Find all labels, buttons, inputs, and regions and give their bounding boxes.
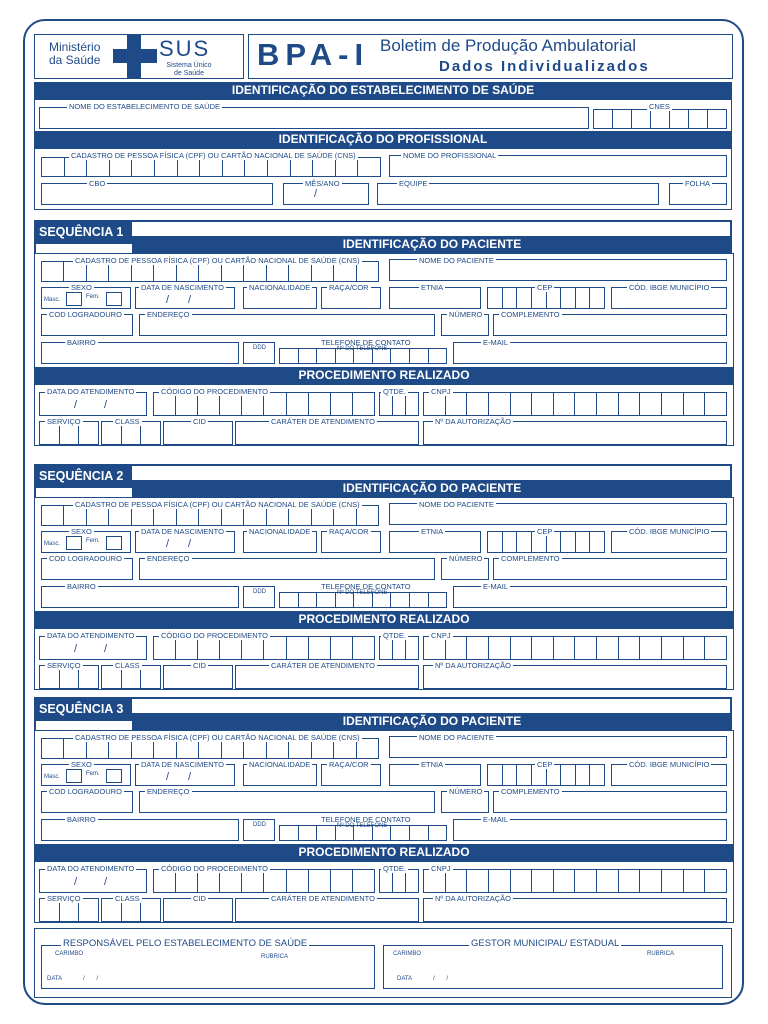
paciente-bairro-label: BAIRRO [67,815,96,824]
proc-cnpj-field[interactable] [423,636,727,660]
section-procedimento-bar: PROCEDIMENTO REALIZADO [34,367,734,384]
sexo-masc-label: Masc. [44,297,61,303]
proc-carater-label: CARÁTER DE ATENDIMENTO [271,417,375,426]
gestor-data-slashes: / / [433,976,449,982]
proc-cnpj-label: CNPJ [431,387,451,396]
paciente-telefone-label: TELEFONE DE CONTATO [321,815,411,824]
resp-carimbo-label: CARIMBO [55,951,84,957]
paciente-ddd-field[interactable] [243,586,275,608]
paciente-ddd-label: DDD [253,345,266,351]
proc-class-label: CLASS [115,661,140,670]
prof-nome-label: NOME DO PROFISSIONAL [403,151,497,160]
sequencia-1 [34,220,732,446]
sus-sub2: de Saúde [174,70,204,77]
paciente-nacionalidade-label: NACIONALIDADE [249,527,311,536]
proc-class-label: CLASS [115,894,140,903]
sequencia-3-label: SEQUÊNCIA 3 [34,699,132,721]
paciente-ibge-label: CÓD. IBGE MUNICÍPIO [629,527,710,536]
paciente-raca-label: RAÇA/COR [329,527,369,536]
resp-label: RESPONSÁVEL PELO ESTABELECIMENTO DE SAÚDE [63,938,308,949]
paciente-etnia-label: ETNIA [421,527,444,536]
paciente-email-label: E-MAIL [483,582,509,591]
sexo-masc-checkbox[interactable] [66,536,82,550]
paciente-complemento-label: COMPLEMENTO [501,787,560,796]
paciente-ntel-label: Nº DO TELEFONE [337,590,388,596]
paciente-section [34,730,734,846]
paciente-numero-label: NÚMERO [449,310,483,319]
procedimento-section [34,861,734,923]
proc-cid-label: CID [193,417,206,426]
section-procedimento-bar: PROCEDIMENTO REALIZADO [34,844,734,861]
proc-codigo-label: CÓDIGO DO PROCEDIMENTO [161,387,268,396]
paciente-email-label: E-MAIL [483,338,509,347]
paciente-sexo-label: SEXO [71,527,92,536]
gestor-label: GESTOR MUNICIPAL/ ESTADUAL [471,938,620,949]
form-code: BPA-I [257,37,370,72]
footer-section [34,928,732,998]
paciente-endereco-label: ENDEREÇO [147,310,190,319]
proc-data-label: DATA DO ATENDIMENTO [47,864,135,873]
proc-qtde-label: QTDE. [383,631,406,640]
sexo-masc-label: Masc. [44,541,61,547]
title-box [248,34,733,79]
proc-autorizacao-label: Nº DA AUTORIZAÇÃO [435,894,511,903]
paciente-nasc-label: DATA DE NASCIMENTO [141,527,224,536]
prof-folha-label: FOLHA [685,179,711,188]
paciente-raca-label: RAÇA/COR [329,760,369,769]
sexo-masc-label: Masc. [44,774,61,780]
proc-class-label: CLASS [115,417,140,426]
resp-rubrica-label: RUBRICA [261,954,289,960]
ministry-line1: Ministério [49,40,101,54]
paciente-numero-label: NÚMERO [449,554,483,563]
proc-autorizacao-label: Nº DA AUTORIZAÇÃO [435,417,511,426]
sus-subtitle [159,62,219,78]
paciente-section [34,253,734,369]
gestor-carimbo-label: CARIMBO [393,951,422,957]
prof-cns-field[interactable] [41,157,381,177]
prof-mesano-field[interactable]: / [283,183,369,205]
paciente-ibge-label: CÓD. IBGE MUNICÍPIO [629,283,710,292]
proc-data-label: DATA DO ATENDIMENTO [47,631,135,640]
paciente-ddd-field[interactable] [243,342,275,364]
paciente-nacionalidade-label: NACIONALIDADE [249,760,311,769]
paciente-endereco-label: ENDEREÇO [147,787,190,796]
sexo-fem-label: Fem. [86,294,100,300]
sexo-fem-label: Fem. [86,771,100,777]
paciente-ddd-label: DDD [253,822,266,828]
estab-cnes-label: CNES [649,102,670,111]
proc-autorizacao-label: Nº DA AUTORIZAÇÃO [435,661,511,670]
sexo-masc-checkbox[interactable] [66,769,82,783]
paciente-etnia-label: ETNIA [421,760,444,769]
ministry-line2: da Saúde [49,53,101,67]
paciente-raca-label: RAÇA/COR [329,283,369,292]
sus-wordmark: SUS [159,36,211,61]
paciente-nome-label: NOME DO PACIENTE [419,733,494,742]
proc-carater-label: CARÁTER DE ATENDIMENTO [271,894,375,903]
sequencia-1-label: SEQUÊNCIA 1 [34,222,132,244]
procedimento-section [34,628,734,690]
paciente-bairro-label: BAIRRO [67,582,96,591]
proc-data-label: DATA DO ATENDIMENTO [47,387,135,396]
paciente-ddd-label: DDD [253,589,266,595]
paciente-ntel-label: Nº DO TELEFONE [337,346,388,352]
estab-section [34,99,732,132]
paciente-ddd-field[interactable] [243,819,275,841]
gestor-data-label: DATA [397,976,413,982]
paciente-ntel-label: Nº DO TELEFONE [337,823,388,829]
proc-servico-label: SERVIÇO [47,417,81,426]
section-paciente-bar: IDENTIFICAÇÃO DO PACIENTE [132,236,732,253]
paciente-cns-label: CADASTRO DE PESSOA FÍSICA (CPF) OU CARTÃO NACIONAL DE SAÚDE (CNS) [75,733,360,742]
section-profissional-bar: IDENTIFICAÇÃO DO PROFISSIONAL [34,131,732,148]
paciente-sexo-label: SEXO [71,760,92,769]
procedimento-section [34,384,734,446]
proc-qtde-label: QTDE. [383,387,406,396]
paciente-nasc-field[interactable]: / / [135,764,235,786]
proc-codigo-label: CÓDIGO DO PROCEDIMENTO [161,631,268,640]
resp-data-slashes: / / [83,976,99,982]
prof-cns-label: CADASTRO DE PESSOA FÍSICA (CPF) OU CARTÃO NACIONAL DE SAÚDE (CNS) [71,151,356,160]
paciente-complemento-label: COMPLEMENTO [501,310,560,319]
paciente-cns-label: CADASTRO DE PESSOA FÍSICA (CPF) OU CARTÃO NACIONAL DE SAÚDE (CNS) [75,256,360,265]
proc-carater-label: CARÁTER DE ATENDIMENTO [271,661,375,670]
form-title: Boletim de Produção Ambulatorial [380,36,637,55]
paciente-email-label: E-MAIL [483,815,509,824]
proc-data-field[interactable]: / / [39,392,147,416]
paciente-cep-label: CEP [537,283,553,292]
paciente-endereco-label: ENDEREÇO [147,554,190,563]
sequencia-2 [34,464,732,690]
sexo-masc-checkbox[interactable] [66,292,82,306]
sus-sub1: Sistema Único [166,62,212,69]
prof-cbo-label: CBO [89,179,106,188]
paciente-nasc-label: DATA DE NASCIMENTO [141,283,224,292]
paciente-sexo-label: SEXO [71,283,92,292]
sexo-fem-checkbox[interactable] [106,769,122,783]
sexo-fem-checkbox[interactable] [106,536,122,550]
sequencia-2-label: SEQUÊNCIA 2 [34,466,132,488]
prof-cbo-field[interactable] [41,183,273,205]
proc-data-field[interactable]: / / [39,869,147,893]
proc-cid-label: CID [193,661,206,670]
paciente-nacionalidade-label: NACIONALIDADE [249,283,311,292]
proc-codigo-label: CÓDIGO DO PROCEDIMENTO [161,864,268,873]
resp-data-label: DATA [47,976,63,982]
proc-servico-label: SERVIÇO [47,894,81,903]
proc-cnpj-field[interactable] [423,392,727,416]
section-procedimento-bar: PROCEDIMENTO REALIZADO [34,611,734,628]
ministry-logo-box [34,34,244,79]
paciente-bairro-label: BAIRRO [67,338,96,347]
paciente-cep-label: CEP [537,527,553,536]
proc-data-field[interactable]: / / [39,636,147,660]
paciente-telefone-label: TELEFONE DE CONTATO [321,338,411,347]
paciente-cep-label: CEP [537,760,553,769]
prof-mesano-label: MÊS/ANO [305,179,340,188]
proc-cnpj-label: CNPJ [431,864,451,873]
paciente-cns-label: CADASTRO DE PESSOA FÍSICA (CPF) OU CARTÃO NACIONAL DE SAÚDE (CNS) [75,500,360,509]
proc-qtde-label: QTDE. [383,864,406,873]
paciente-nasc-field[interactable]: / / [135,531,235,553]
proc-cnpj-label: CNPJ [431,631,451,640]
paciente-nasc-field[interactable]: / / [135,287,235,309]
proc-servico-label: SERVIÇO [47,661,81,670]
prof-section [34,148,732,210]
sexo-fem-checkbox[interactable] [106,292,122,306]
ministry-name [49,41,100,67]
paciente-section [34,497,734,613]
paciente-telefone-label: TELEFONE DE CONTATO [321,582,411,591]
paciente-complemento-label: COMPLEMENTO [501,554,560,563]
sequencia-3 [34,697,732,923]
estab-nome-label: NOME DO ESTABELECIMENTO DE SAÚDE [69,102,220,111]
section-paciente-bar: IDENTIFICAÇÃO DO PACIENTE [132,713,732,730]
proc-cid-label: CID [193,894,206,903]
paciente-etnia-label: ETNIA [421,283,444,292]
sexo-fem-label: Fem. [86,538,100,544]
paciente-logradouro-label: COD LOGRADOURO [49,310,122,319]
paciente-nasc-label: DATA DE NASCIMENTO [141,760,224,769]
gestor-rubrica-label: RUBRICA [647,951,675,957]
section-estabelecimento-bar: IDENTIFICAÇÃO DO ESTABELECIMENTO DE SAÚDE [34,82,732,99]
section-paciente-bar: IDENTIFICAÇÃO DO PACIENTE [132,480,732,497]
paciente-nome-label: NOME DO PACIENTE [419,256,494,265]
paciente-logradouro-label: COD LOGRADOURO [49,554,122,563]
sus-cross-icon [113,35,159,78]
prof-equipe-label: EQUIPE [399,179,428,188]
paciente-ibge-label: CÓD. IBGE MUNICÍPIO [629,760,710,769]
form-subtitle: Dados Individualizados [439,58,650,75]
paciente-logradouro-label: COD LOGRADOURO [49,787,122,796]
estab-cnes-field[interactable] [593,109,727,129]
paciente-nome-label: NOME DO PACIENTE [419,500,494,509]
paciente-numero-label: NÚMERO [449,787,483,796]
proc-cnpj-field[interactable] [423,869,727,893]
